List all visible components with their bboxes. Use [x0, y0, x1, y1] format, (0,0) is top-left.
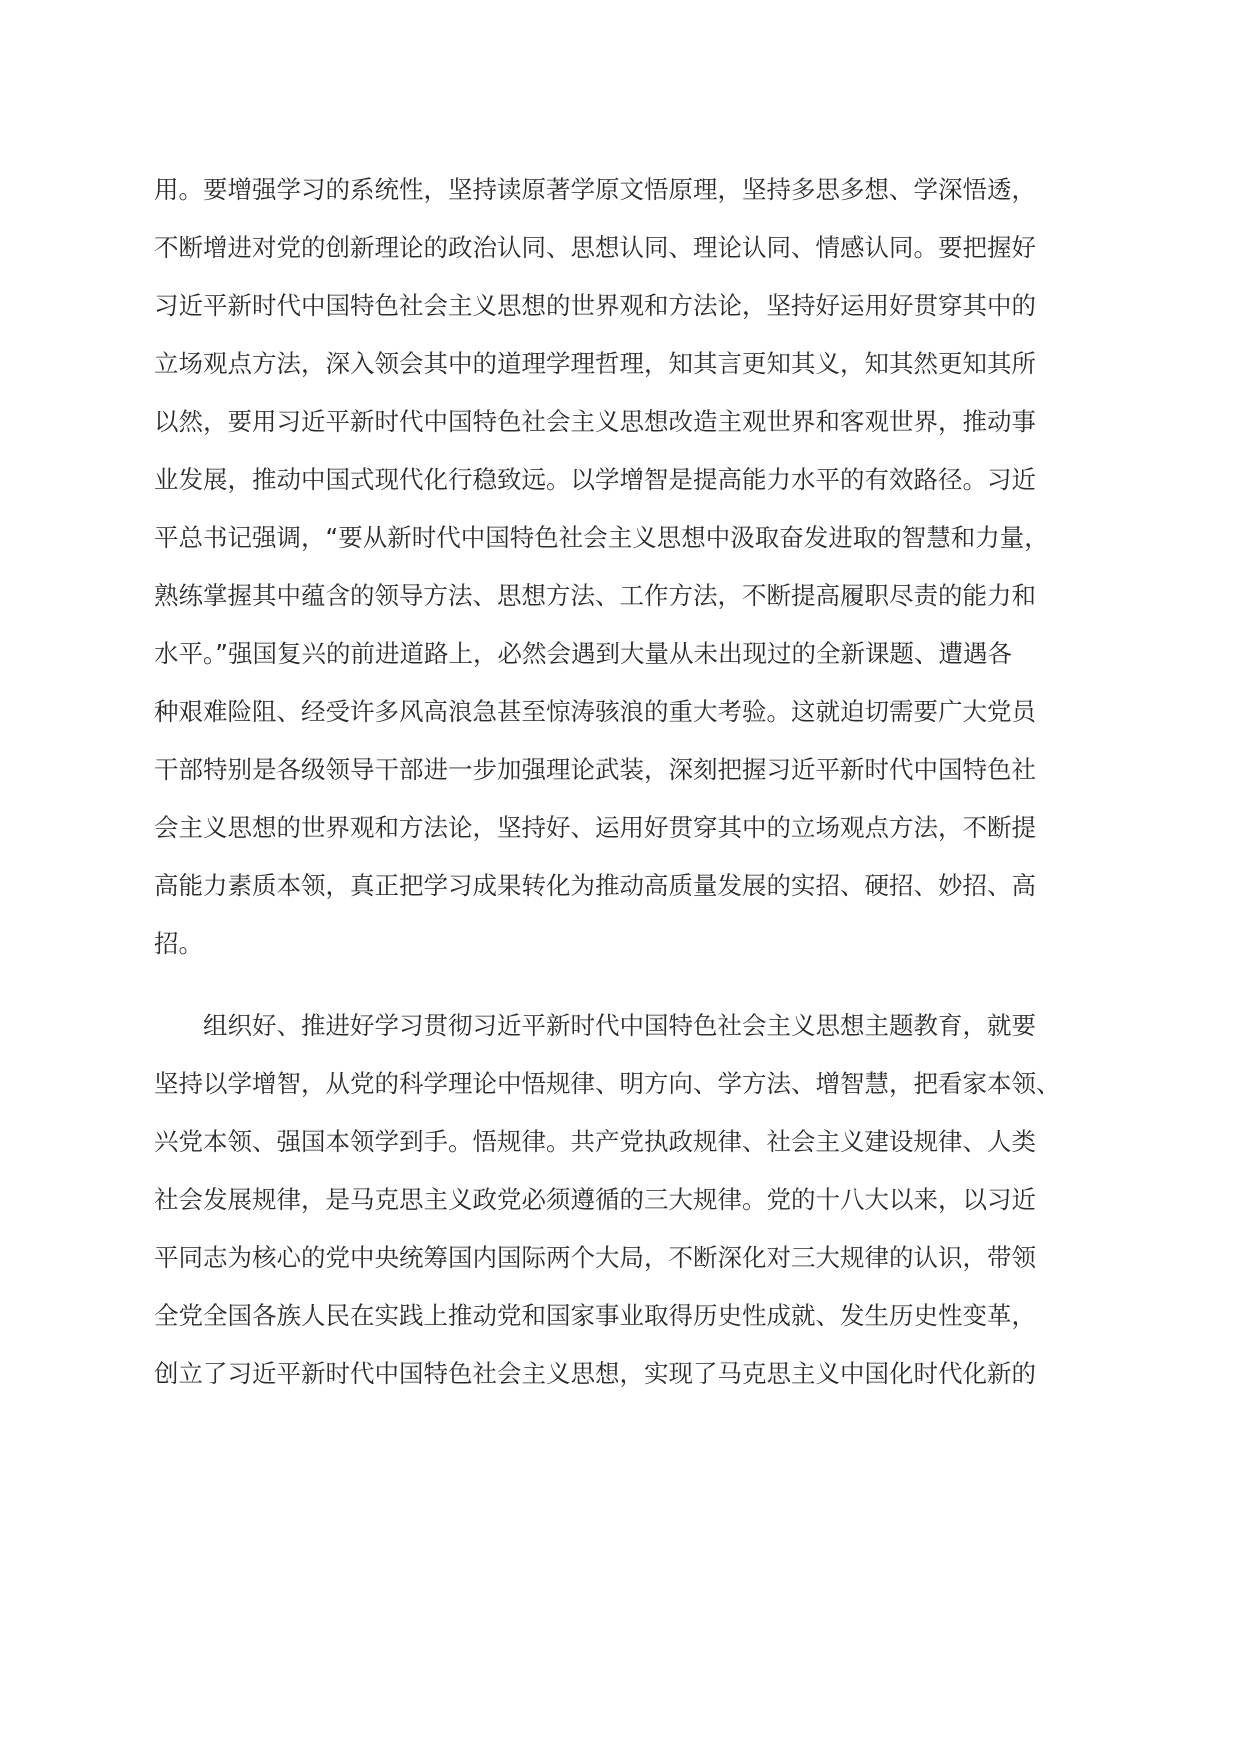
paragraph-1-line: 高能力素质本领，真正把学习成果转化为推动高质量发展的实招、硬招、妙招、高 — [154, 871, 1036, 900]
paragraph-2-first-line: 组织好、推进好学习贯彻习近平新时代中国特色社会主义思想主题教育，就要 — [203, 1011, 1036, 1040]
paragraph-1-line: 平总书记强调，“要从新时代中国特色社会主义思想中汲取奋发进取的智慧和力量， — [154, 523, 1049, 552]
paragraph-1-line: 干部特别是各级领导干部进一步加强理论武装，深刻把握习近平新时代中国特色社 — [154, 755, 1036, 784]
paragraph-2-line: 平同志为核心的党中央统筹国内国际两个大局，不断深化对三大规律的认识，带领 — [154, 1243, 1036, 1272]
paragraph-2-line: 全党全国各族人民在实践上推动党和国家事业取得历史性成就、发生历史性变革， — [154, 1301, 1036, 1330]
paragraph-1-line: 习近平新时代中国特色社会主义思想的世界观和方法论，坚持好运用好贯穿其中的 — [154, 291, 1036, 320]
paragraph-2-line: 坚持以学增智，从党的科学理论中悟规律、明方向、学方法、增智慧，把看家本领、 — [154, 1069, 1061, 1098]
paragraph-1-line: 业发展，推动中国式现代化行稳致远。以学增智是提高能力水平的有效路径。习近 — [154, 465, 1036, 494]
paragraph-2-line: 兴党本领、强国本领学到手。悟规律。共产党执政规律、社会主义建设规律、人类 — [154, 1127, 1036, 1156]
paragraph-1-line: 熟练掌握其中蕴含的领导方法、思想方法、工作方法，不断提高履职尽责的能力和 — [154, 581, 1036, 610]
paragraph-1-line: 不断增进对党的创新理论的政治认同、思想认同、理论认同、情感认同。要把握好 — [154, 233, 1036, 262]
paragraph-1-line: 种艰难险阻、经受许多风高浪急甚至惊涛骇浪的重大考验。这就迫切需要广大党员 — [154, 697, 1036, 726]
paragraph-1-line: 水平。”强国复兴的前进道路上，必然会遇到大量从未出现过的全新课题、遭遇各 — [154, 639, 1012, 668]
paragraph-1-line: 用。要增强学习的系统性，坚持读原著学原文悟原理，坚持多思多想、学深悟透， — [154, 175, 1036, 204]
paragraph-1-line: 以然，要用习近平新时代中国特色社会主义思想改造主观世界和客观世界，推动事 — [154, 407, 1036, 436]
paragraph-1-line: 立场观点方法，深入领会其中的道理学理哲理，知其言更知其义，知其然更知其所 — [154, 349, 1036, 378]
paragraph-1-line: 招。 — [154, 929, 203, 958]
paragraph-1-line: 会主义思想的世界观和方法论，坚持好、运用好贯穿其中的立场观点方法，不断提 — [154, 813, 1036, 842]
paragraph-2-line: 创立了习近平新时代中国特色社会主义思想，实现了马克思主义中国化时代化新的 — [154, 1359, 1036, 1388]
paragraph-2-line: 社会发展规律，是马克思主义政党必须遵循的三大规律。党的十八大以来，以习近 — [154, 1185, 1036, 1214]
